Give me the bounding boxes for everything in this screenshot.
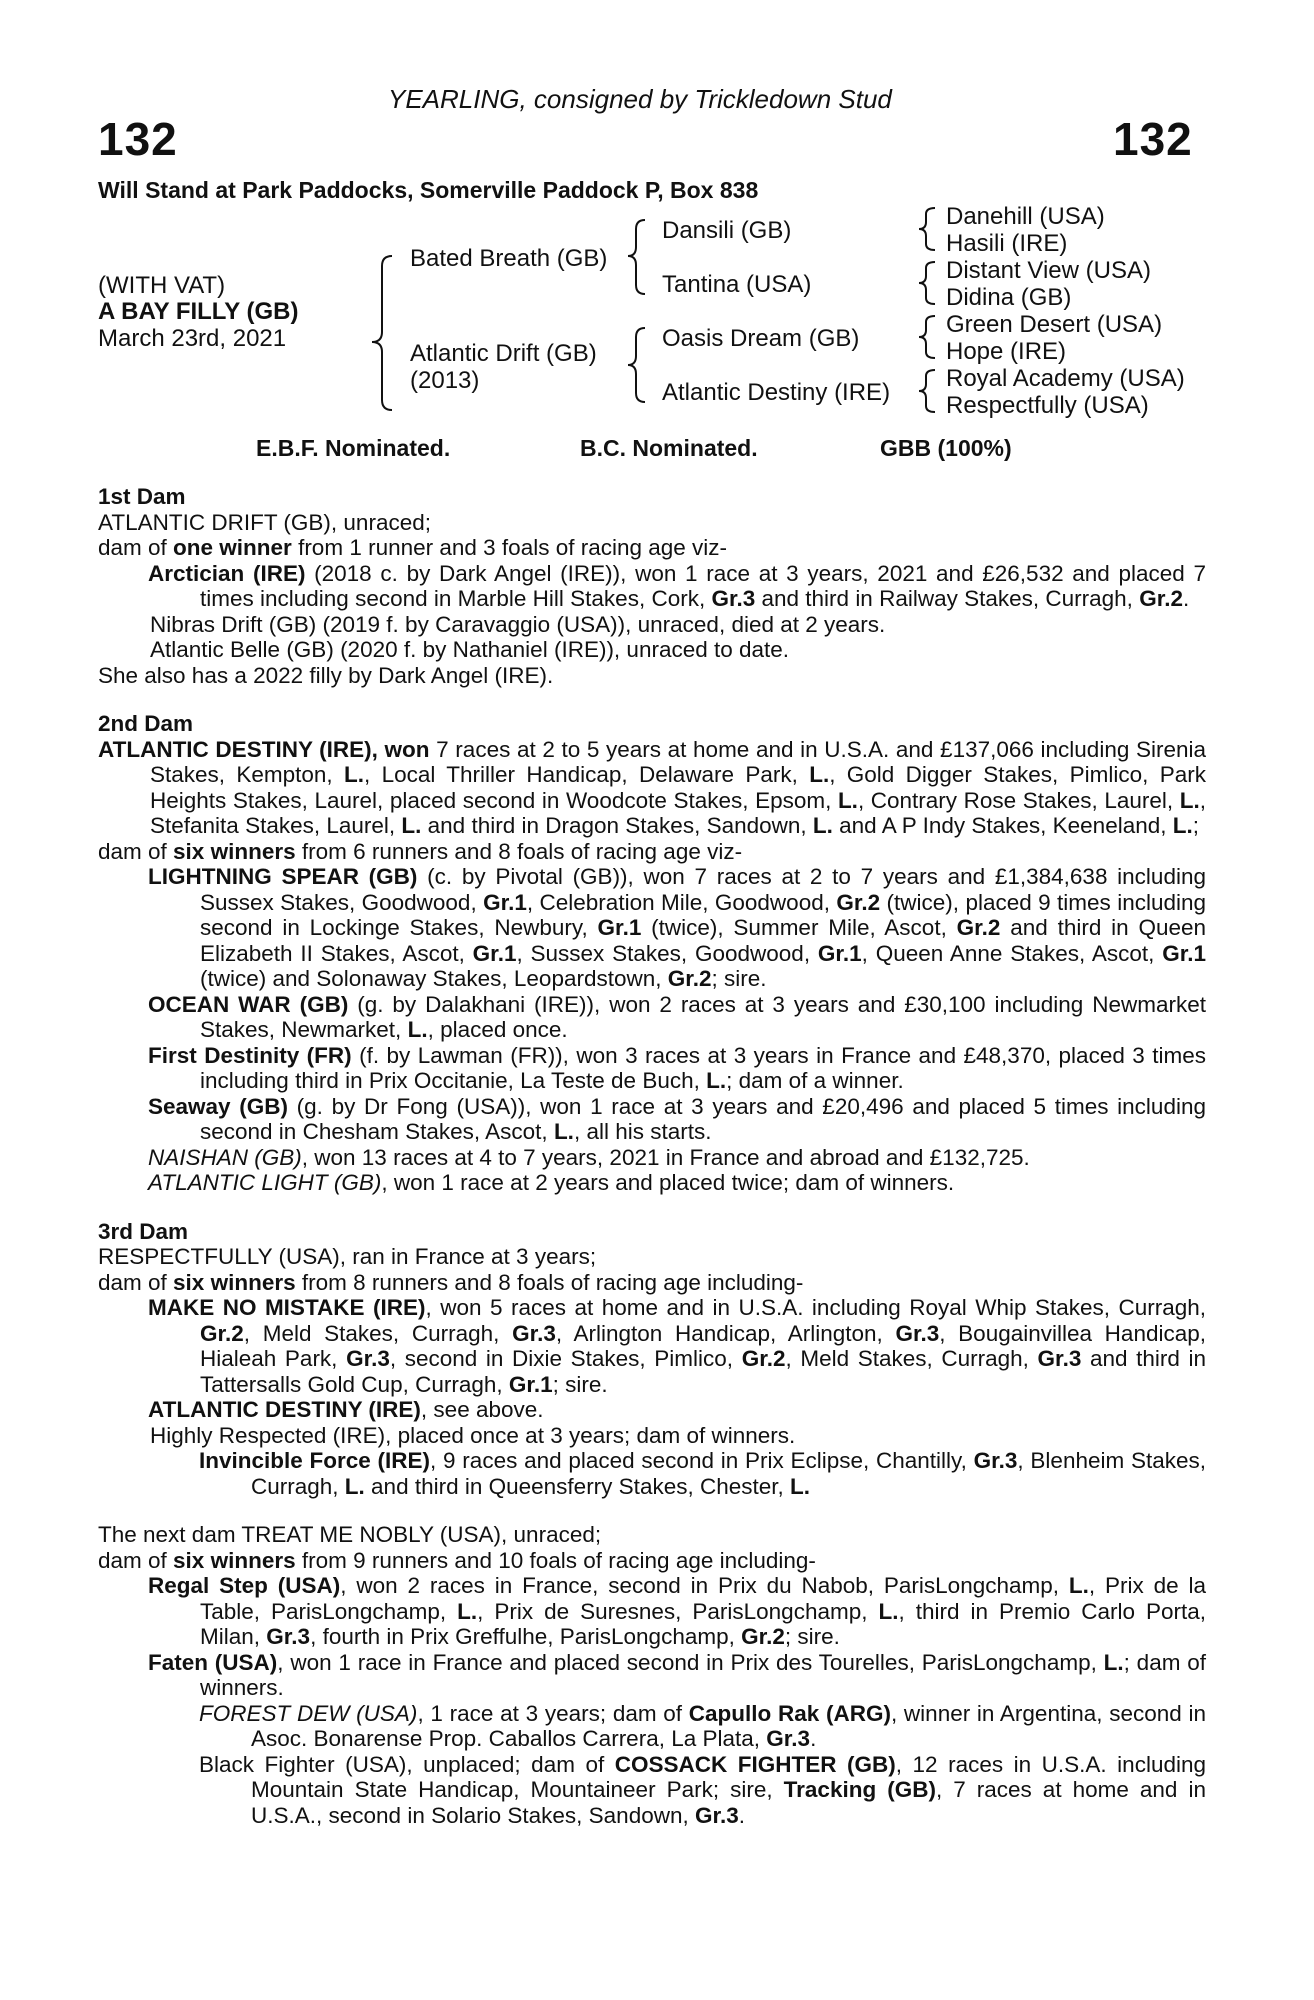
lot-number-left: 132: [98, 113, 178, 165]
pedigree-dds: Royal Academy (USA): [946, 365, 1185, 392]
pedigree-sire-dam: Tantina (USA): [662, 271, 812, 298]
next-dam-summary: dam of six winners from 9 runners and 10 foals of racing age including-: [98, 1547, 816, 1573]
second-dam-summary: dam of six winners from 6 runners and 8 foals of racing age viz-: [98, 838, 743, 864]
progeny-faten: Faten (USA), won 1 race in France and placed second in Prix des Tourelles, ParisLongchamp, L.; dam of winners.: [148, 1649, 1207, 1700]
progeny-seaway: Seaway (GB) (g. by Dr Fong (USA)), won 1 race at 3 years and £20,496 and placed 5 times including second in Chesham Stakes, Ascot, L., all his starts.: [148, 1093, 1206, 1144]
pedigree-dam: Atlantic Drift (GB): [410, 340, 597, 367]
horse-name: A BAY FILLY (GB): [98, 298, 299, 325]
progeny-highly-respected: Highly Respected (IRE), placed once at 3 years; dam of winners.: [150, 1422, 796, 1448]
progeny-atlantic-light: ATLANTIC LIGHT (GB), won 1 race at 2 years and placed twice; dam of winners.: [148, 1170, 955, 1195]
pedigree-sdd: Didina (GB): [946, 284, 1072, 311]
third-dam-name: RESPECTFULLY (USA), ran in France at 3 years;: [98, 1244, 597, 1269]
gbb-status: GBB (100%): [880, 435, 1012, 461]
lot-number-right: 132: [1113, 113, 1193, 165]
progeny-lightning-spear: LIGHTNING SPEAR (GB) (c. by Pivotal (GB)), won 7 races at 2 to 7 years and £1,384,638 including Sussex Stakes, Goodwood, Gr.1, Celebration Mile, Goodwood, Gr.2 (twice), placed 9 times including second in Lockinge Stakes, Newbury, Gr.1 (twice), Summer Mile, Ascot, Gr.2 and third in Queen Elizabeth II Stakes, Ascot, Gr.1, Sussex Stakes, Goodwood, Gr.1, Queen Anne Stakes, Ascot, Gr.1 (twice) and Solonaway Stakes, Leopardstown, Gr.2; sire.: [148, 864, 1207, 991]
stand-location: Will Stand at Park Paddocks, Somerville Paddock P, Box 838: [98, 177, 759, 203]
first-dam-also: She also has a 2022 filly by Dark Angel (IRE).: [98, 662, 554, 688]
progeny-nibras-drift: Nibras Drift (GB) (2019 f. by Caravaggio (USA)), unraced, died at 2 years.: [150, 611, 886, 637]
pedigree-ssd: Hasili (IRE): [946, 230, 1068, 257]
third-dam-heading: 3rd Dam: [98, 1218, 189, 1244]
second-dam-heading: 2nd Dam: [98, 711, 194, 736]
horse-dob: March 23rd, 2021: [98, 325, 287, 352]
pedigree-sire: Bated Breath (GB): [410, 245, 608, 272]
first-dam-name: ATLANTIC DRIFT (GB), unraced;: [98, 509, 431, 535]
progeny-first-destinity: First Destinity (FR) (f. by Lawman (FR)), won 3 races at 3 years in France and £48,370, placed 3 times including third in Prix Occitanie, La Teste de Buch, L.; dam of a winner.: [148, 1042, 1206, 1093]
pedigree-dam-year: (2013): [410, 367, 480, 394]
pedigree-sire-sire: Dansili (GB): [662, 217, 792, 244]
catalogue-body: [98, 484, 1206, 1828]
pedigree-brackets: [0, 0, 1314, 420]
progeny-ocean-war: OCEAN WAR (GB) (g. by Dalakhani (IRE)), won 2 races at 3 years and £30,100 including Newmarket Stakes, Newmarket, L., placed once.: [148, 991, 1206, 1042]
progeny-make-no-mistake: MAKE NO MISTAKE (IRE), won 5 races at home and in U.S.A. including Royal Whip Stakes, Curragh, Gr.2, Meld Stakes, Curragh, Gr.3, Arlington Handicap, Arlington, Gr.3, Bougainvillea Handicap, Hialeah Park, Gr.3, second in Dixie Stakes, Pimlico, Gr.2, Meld Stakes, Curragh, Gr.3 and third in Tattersalls Gold Cup, Curragh, Gr.1; sire.: [148, 1295, 1207, 1397]
progeny-forest-dew: FOREST DEW (USA), 1 race at 3 years; dam of Capullo Rak (ARG), winner in Argentina, second in Asoc. Bonarense Prop. Caballos Carrera, La Plata, Gr.3.: [199, 1700, 1206, 1751]
pedigree-sds: Distant View (USA): [946, 257, 1151, 284]
progeny-atlantic-belle: Atlantic Belle (GB) (2020 f. by Nathaniel (IRE)), unraced to date.: [150, 637, 790, 662]
pedigree-dam-dam: Atlantic Destiny (IRE): [662, 379, 891, 406]
first-dam-heading: 1st Dam: [98, 484, 186, 509]
progeny-atlantic-destiny: ATLANTIC DESTINY (IRE), see above.: [148, 1397, 544, 1422]
pedigree-dss: Green Desert (USA): [946, 311, 1163, 338]
progeny-regal-step: Regal Step (USA), won 2 races in France, second in Prix du Nabob, ParisLongchamp, L., Prix de la Table, ParisLongchamp, L., Prix de Suresnes, ParisLongchamp, L., third in Premio Carlo Porta, Milan, Gr.3, fourth in Prix Greffulhe, ParisLongchamp, Gr.2; sire.: [148, 1573, 1206, 1649]
next-dam-name: The next dam TREAT ME NOBLY (USA), unraced;: [98, 1522, 602, 1547]
pedigree-sss: Danehill (USA): [946, 203, 1105, 230]
progeny-naishan: NAISHAN (GB), won 13 races at 4 to 7 years, 2021 in France and abroad and £132,725.: [148, 1144, 1030, 1170]
bc-nomination: B.C. Nominated.: [580, 435, 758, 461]
second-dam-record: ATLANTIC DESTINY (IRE), won 7 races at 2 to 5 years at home and in U.S.A. and £137,066 including Sirenia Stakes, Kempton, L., Local Thriller Handicap, Delaware Park, L., Gold Digger Stakes, Pimlico, Park Heights Stakes, Laurel, placed second in Woodcote Stakes, Epsom, L., Contrary Rose Stakes, Laurel, L., Stefanita Stakes, Laurel, L. and third in Dragon Stakes, Sandown, L. and A P Indy Stakes, Keeneland, L.;: [98, 736, 1207, 838]
first-dam-summary: dam of one winner from 1 runner and 3 foals of racing age viz-: [98, 535, 728, 560]
progeny-arctician: Arctician (IRE) (2018 c. by Dark Angel (IRE)), won 1 race at 3 years, 2021 and £26,532 and placed 7 times including second in Marble Hill Stakes, Cork, Gr.3 and third in Railway Stakes, Curragh, Gr.2.: [148, 560, 1206, 611]
progeny-invincible-force: Invincible Force (IRE), 9 races and placed second in Prix Eclipse, Chantilly, Gr.3, Blenheim Stakes, Curragh, L. and third in Queensferry Stakes, Chester, L.: [199, 1448, 1207, 1499]
third-dam-summary: dam of six winners from 8 runners and 8 foals of racing age including-: [98, 1269, 804, 1295]
pedigree-ddd: Respectfully (USA): [946, 392, 1149, 419]
ebf-nomination: E.B.F. Nominated.: [256, 435, 451, 461]
pedigree-dam-sire: Oasis Dream (GB): [662, 325, 860, 352]
progeny-black-fighter: Black Fighter (USA), unplaced; dam of COSSACK FIGHTER (GB), 12 races in U.S.A. including Mountain State Handicap, Mountaineer Park; sire, Tracking (GB), 7 races at home and in U.S.A., second in Solario Stakes, Sandown, Gr.3.: [199, 1751, 1206, 1828]
arctician-name: Arctician (IRE): [148, 560, 306, 586]
pedigree-dsd: Hope (IRE): [946, 338, 1067, 365]
vat-note: (WITH VAT): [98, 272, 226, 299]
consignment-line: YEARLING, consigned by Trickledown Stud: [388, 84, 892, 114]
